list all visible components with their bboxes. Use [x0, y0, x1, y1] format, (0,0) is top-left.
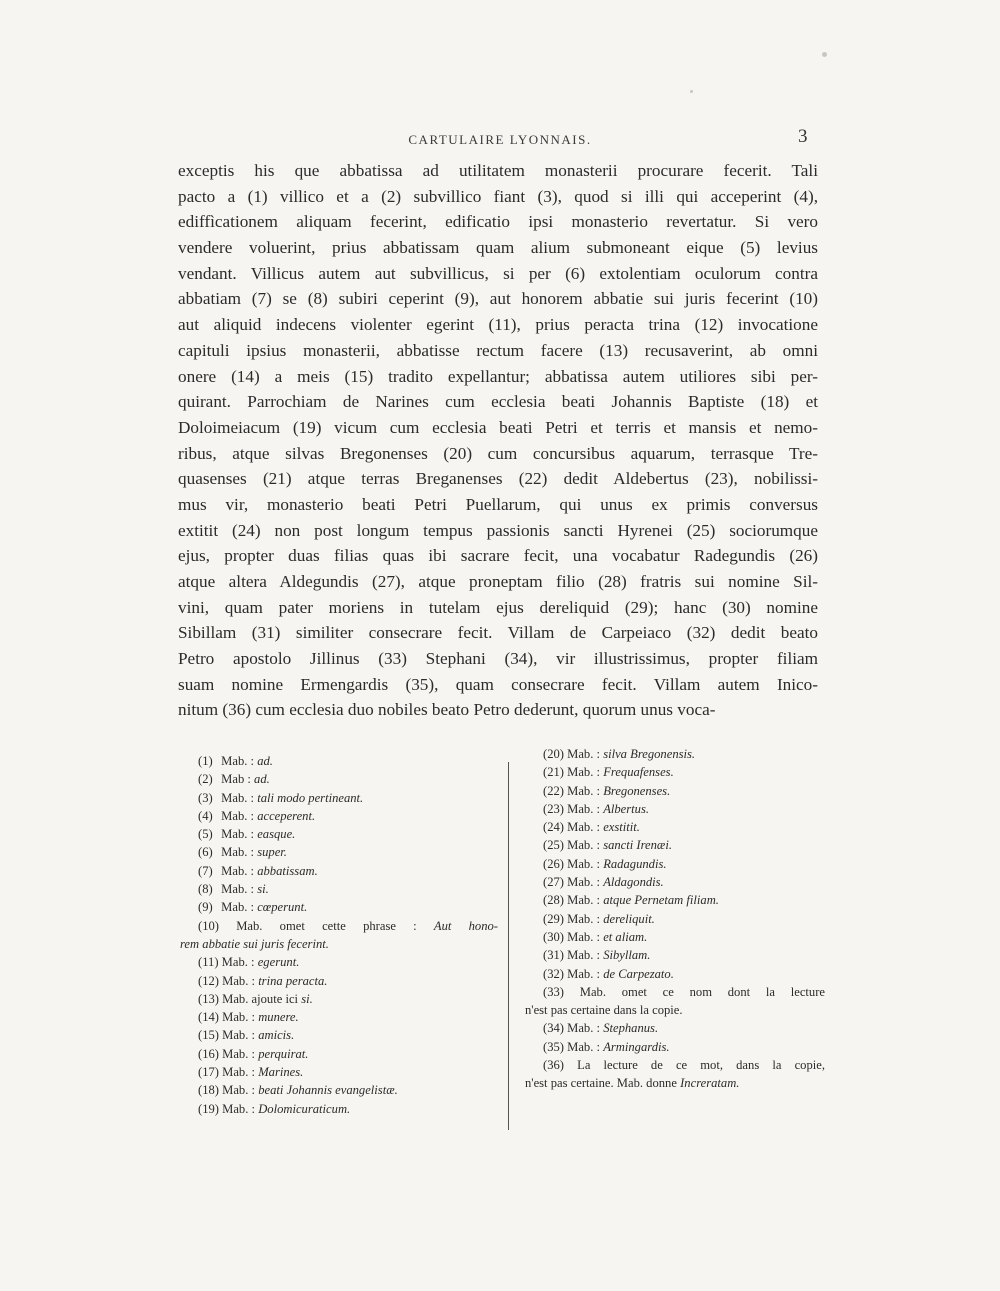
footnote-line — [180, 935, 498, 953]
footnote-line: n'est pas certaine dans la copie. — [525, 1003, 683, 1018]
text-line: pacto a (1) villico et a (2) subvillico fiant (3), quod si illi qui acceperint (4), — [178, 186, 818, 206]
footnote — [525, 800, 825, 818]
footnote — [180, 972, 498, 990]
footnote-number: (8) — [198, 882, 213, 897]
footnote-number: (16) — [198, 1046, 219, 1061]
text-line: ejus, propter duas filias quas ibi sacrare fecit, una vocabatur Radegundis (26) — [178, 546, 818, 566]
footnote-source: Mab. : — [567, 838, 601, 853]
footnotes-right-column — [525, 745, 825, 1093]
footnote — [180, 752, 498, 770]
footnote-reading: munere. — [258, 1010, 299, 1025]
footnote — [180, 807, 498, 825]
footnote — [180, 789, 498, 807]
footnote-source: Mab. : — [221, 863, 255, 878]
footnote-number: (29) — [543, 911, 564, 926]
footnote-reading: rem abbatie sui juris fecerint. — [180, 936, 329, 951]
footnote-number: (24) — [543, 820, 564, 835]
footnote-number: (6) — [198, 845, 213, 860]
footnote-source: Mab. omet cette phrase : — [236, 918, 417, 933]
footnote — [180, 917, 498, 954]
main-text-block — [178, 158, 818, 723]
footnote-number: (3) — [198, 790, 213, 805]
footnote-source: Mab. : — [567, 820, 601, 835]
footnote-reading: de Carpezato. — [603, 966, 674, 981]
footnote — [525, 836, 825, 854]
footnote-source: Mab. : — [221, 790, 255, 805]
footnote-text: n'est pas certaine. Mab. donne — [525, 1076, 677, 1091]
footnote — [525, 873, 825, 891]
footnote-source: Mab. : — [567, 875, 601, 890]
text-line: capituli ipsius monasterii, abbatisse rectum facere (13) recusaverint, ab omni — [178, 340, 818, 360]
footnote-source: Mab. : — [221, 955, 255, 970]
footnote-number: (18) — [198, 1083, 219, 1098]
footnote-number: (21) — [543, 765, 564, 780]
footnote-number: (9) — [198, 900, 213, 915]
footnote — [180, 1026, 498, 1044]
footnote — [180, 1100, 498, 1118]
footnote-reading: ad. — [254, 772, 270, 787]
footnote-source: Mab. : — [221, 845, 255, 860]
footnote-reading: egerunt. — [257, 955, 300, 970]
footnote-reading: Sibyllam. — [603, 948, 651, 963]
footnote-source: Mab. : — [567, 911, 601, 926]
footnote-reading: Increratam. — [680, 1076, 740, 1091]
text-line: vini, quam pater moriens in tutelam ejus dereliquid (29); hanc (30) nomine — [178, 597, 818, 617]
footnote-number: (10) — [198, 918, 219, 933]
footnote-number: (19) — [198, 1101, 219, 1116]
footnote-reading: trina peracta. — [258, 973, 328, 988]
footnote-source: Mab. : — [567, 1039, 601, 1054]
footnote-reading: tali modo pertineant. — [257, 790, 364, 805]
footnote-reading: sancti Irenæi. — [603, 838, 672, 853]
footnote-source: Mab. : — [567, 966, 601, 981]
footnote-reading: Albertus. — [603, 801, 650, 816]
footnote-source: Mab. : — [222, 1046, 256, 1061]
footnote-number: (33) — [543, 984, 564, 999]
text-line: ribus, atque silvas Bregonenses (20) cum concursibus aquarum, terrasque Tre- — [178, 443, 818, 463]
footnote-source: Mab. : — [222, 973, 256, 988]
footnote-reading: Frequafenses. — [603, 765, 674, 780]
footnote-reading: beati Johannis evangelistæ. — [258, 1083, 398, 1098]
footnote — [525, 782, 825, 800]
footnote — [180, 1045, 498, 1063]
footnote-source: Mab. : — [567, 765, 601, 780]
footnote — [180, 862, 498, 880]
text-line: exceptis his que abbatissa ad utilitatem monasterii procurare fecerit. Tali — [178, 161, 818, 180]
text-line: abbatiam (7) se (8) subiri ceperint (9), aut honorem abbatie sui juris fecerint (10) — [178, 289, 818, 309]
footnote-number: (31) — [543, 948, 564, 963]
footnote-line — [180, 917, 498, 935]
footnote — [180, 953, 498, 971]
paper-speck — [822, 52, 827, 57]
footnote-number: (20) — [543, 747, 564, 761]
footnote-source: Mab. : — [221, 827, 255, 842]
footnote-source: Mab. : — [222, 1010, 256, 1025]
page-number: 3 — [798, 126, 808, 147]
footnote-source: Mab. : — [567, 856, 601, 871]
footnote-number: (22) — [543, 783, 564, 798]
footnote-reading: si. — [257, 882, 269, 897]
footnote-number: (30) — [543, 929, 564, 944]
footnote — [525, 1038, 825, 1056]
footnote-number: (36) — [543, 1058, 564, 1073]
footnote — [525, 745, 825, 763]
footnote — [525, 818, 825, 836]
text-line: nitum (36) cum ecclesia duo nobiles beato Petro dederunt, quorum unus voca- — [178, 700, 716, 720]
text-line: Petro apostolo Jillinus (33) Stephani (34), vir illustrissimus, propter filiam — [178, 649, 818, 669]
footnotes-left-column — [180, 752, 498, 1118]
footnote-reading: acceperent. — [257, 808, 316, 823]
footnote-number: (34) — [543, 1021, 564, 1036]
footnote-number: (14) — [198, 1010, 219, 1025]
footnote — [525, 763, 825, 781]
footnote-reading: Aldagondis. — [603, 875, 664, 890]
footnote-reading: amicis. — [258, 1028, 295, 1043]
footnote-reading: Stephanus. — [603, 1021, 659, 1036]
footnote-source: Mab. ajoute ici — [222, 991, 299, 1006]
footnote — [525, 983, 825, 1020]
text-line: quirant. Parrochiam de Narines cum ecclesia beati Johannis Baptiste (18) et — [178, 392, 818, 412]
text-line: Sibillam (31) similiter consecrare fecit. Villam de Carpeiaco (32) dedit beato — [178, 623, 818, 643]
footnote-number: (28) — [543, 893, 564, 908]
text-line: extitit (24) non post longum tempus passionis sancti Hyrenei (25) sociorumque — [178, 520, 818, 540]
footnote — [180, 990, 498, 1008]
text-line: mus vir, monasterio beati Petri Puellarum, qui unus ex primis conversus — [178, 494, 818, 514]
footnote-number: (13) — [198, 991, 219, 1006]
footnote-reading: si. — [301, 991, 313, 1006]
footnote — [180, 825, 498, 843]
footnote-number: (11) — [198, 955, 219, 970]
footnote — [180, 880, 498, 898]
footnote-text: Mab. omet ce nom dont la lecture — [579, 984, 825, 999]
footnote-number: (32) — [543, 966, 564, 981]
footnote — [180, 770, 498, 788]
footnote — [180, 1081, 498, 1099]
text-line: aut aliquid indecens violenter egerint (11), prius peracta trina (12) invocatione — [178, 315, 818, 335]
footnote-number: (17) — [198, 1065, 219, 1080]
footnote — [525, 1019, 825, 1037]
footnote-reading: Aut hono- — [433, 918, 498, 933]
footnote — [180, 1008, 498, 1026]
footnote-number: (1) — [198, 754, 213, 768]
footnote-number: (15) — [198, 1028, 219, 1043]
paper-speck — [690, 90, 693, 93]
footnote-source: Mab. : — [221, 808, 255, 823]
text-line: vendant. Villicus autem aut subvillicus, si per (6) extolentiam oculorum contra — [178, 263, 818, 283]
footnote-line — [525, 983, 825, 1001]
footnote-number: (25) — [543, 838, 564, 853]
footnote-reading: dereliquit. — [603, 911, 655, 926]
footnote — [180, 843, 498, 861]
text-line: atque altera Aldegundis (27), atque proneptam filio (28) fratris sui nomine Sil- — [178, 572, 818, 591]
footnote — [525, 965, 825, 983]
footnote-reading: Dolomicuraticum. — [258, 1101, 351, 1116]
footnote-reading: abbatissam. — [257, 863, 318, 878]
footnote-reading: et aliam. — [603, 929, 648, 944]
footnote-reading: perquirat. — [258, 1046, 309, 1061]
footnote-source: Mab. : — [567, 801, 601, 816]
running-title: CARTULAIRE LYONNAIS. — [408, 132, 592, 147]
footnote-source: Mab. : — [222, 1083, 256, 1098]
footnote — [525, 928, 825, 946]
footnote-source: Mab. : — [567, 929, 601, 944]
footnote-source: Mab. : — [221, 882, 255, 897]
footnote-reading: Radagundis. — [603, 856, 667, 871]
footnote-reading: atque Pernetam filiam. — [603, 893, 719, 908]
text-line: Doloimeiacum (19) vicum cum ecclesia beati Petri et terris et mansis et nemo- — [178, 417, 818, 437]
footnote-reading: cœperunt. — [257, 900, 308, 915]
footnote-text: La lecture de ce mot, dans la copie, — [577, 1058, 825, 1073]
footnote — [525, 855, 825, 873]
footnote — [180, 1063, 498, 1081]
footnote-source: Mab. : — [222, 1065, 256, 1080]
footnote-number: (2) — [198, 772, 213, 787]
footnote — [180, 898, 498, 916]
column-divider — [508, 762, 509, 1130]
footnote — [525, 891, 825, 909]
footnote-number: (26) — [543, 856, 564, 871]
footnote-line — [525, 1056, 825, 1074]
text-line: ediffìcationem aliquam fecerint, edificatio ipsi monasterio revertatur. Si vero — [178, 212, 818, 232]
footnote-source: Mab. : — [222, 1101, 256, 1116]
footnote-number: (4) — [198, 808, 213, 823]
footnote — [525, 910, 825, 928]
footnote — [525, 946, 825, 964]
footnote-source: Mab. : — [221, 754, 255, 768]
footnote-number: (7) — [198, 863, 213, 878]
footnote-source: Mab. : — [567, 783, 601, 798]
footnote-number: (23) — [543, 801, 564, 816]
footnote-reading: exstitit. — [603, 820, 640, 835]
footnote-source: Mab. : — [567, 747, 601, 761]
footnote-reading: Marines. — [258, 1065, 304, 1080]
text-line: quasenses (21) atque terras Breganenses (22) dedit Aldebertus (23), nobilissi- — [178, 469, 818, 489]
footnote-number: (12) — [198, 973, 219, 988]
footnote-number: (5) — [198, 827, 213, 842]
footnote-reading: super. — [257, 845, 287, 860]
footnote-source: Mab. : — [221, 900, 255, 915]
footnote-source: Mab : — [221, 772, 251, 787]
footnote-line — [525, 1074, 825, 1092]
text-line: vendere voluerint, prius abbatissam quam alium submoneant eique (5) levius — [178, 238, 818, 258]
footnote-reading: Armingardis. — [603, 1039, 670, 1054]
footnote-source: Mab. : — [567, 948, 601, 963]
footnote-source: Mab. : — [567, 893, 601, 908]
footnote-reading: easque. — [257, 827, 296, 842]
footnote — [525, 1056, 825, 1093]
footnote-number: (35) — [543, 1039, 564, 1054]
text-line: onere (14) a meis (15) tradito expellantur; abbatissa autem utiliores sibi per- — [178, 366, 818, 386]
footnote-reading: ad. — [257, 754, 273, 768]
footnote-number: (27) — [543, 875, 564, 890]
footnote-reading: Bregonenses. — [603, 783, 671, 798]
footnote-source: Mab. : — [567, 1021, 601, 1036]
footnote-source: Mab. : — [222, 1028, 256, 1043]
text-line: suam nomine Ermengardis (35), quam consecrare fecit. Villam autem Inico- — [178, 674, 818, 694]
footnote-reading: silva Bregonensis. — [603, 747, 696, 761]
